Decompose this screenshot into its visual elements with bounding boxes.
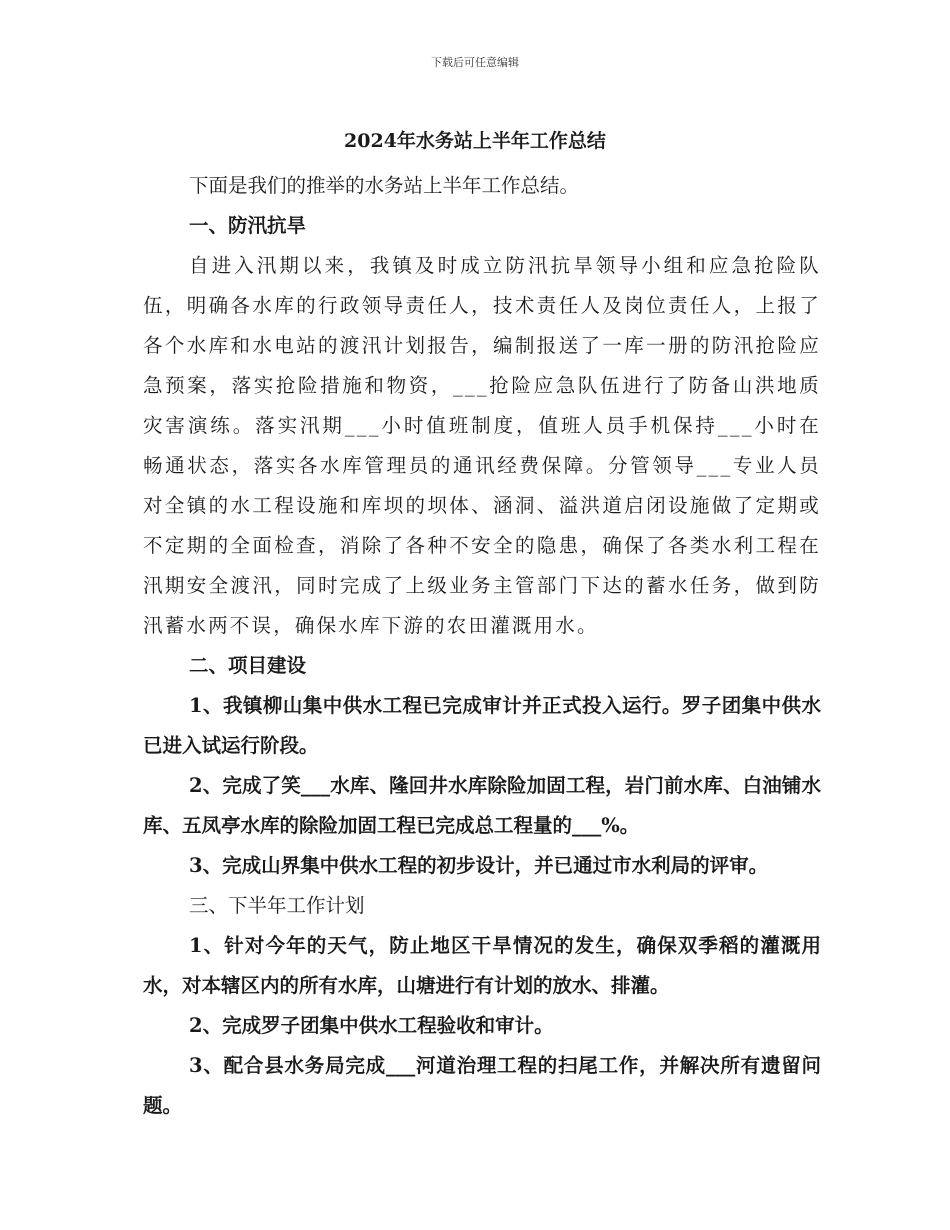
project-item-1: 1、我镇柳山集中供水工程已完成审计并正式投入运行。罗子团集中供水已进入试运行阶段。: [143, 694, 821, 757]
project-item-3: 3、完成山界集中供水工程的初步设计，并已通过市水利局的评审。: [189, 854, 769, 877]
section-heading-projects: 二、项目建设: [189, 654, 307, 677]
page-header: 下载后可任意编辑: [431, 56, 519, 69]
flood-paragraph: 自进入汛期以来，我镇及时成立防汛抗旱领导小组和应急抢险队伍，明确各水库的行政领导责任人，技术责任人及岗位责任人，上报了各个水库和水电站的渡汛计划报告，编制报送了一库一册的防汛抢险应急预案，落实抢险措施和物资，___抢险应急队伍进行了防备山洪地质灾害演练。落实汛期___小时值班制度，值班人员手机保持___小时在畅通状态，落实各水库管理员的通讯经费保障。分管领导___专业人员对全镇的水工程设施和库坝的坝体、涵洞、溢洪道启闭设施做了定期或不定期的全面检查，消除了各种不安全的隐患，确保了各类水利工程在汛期安全渡汛，同时完成了上级业务主管部门下达的蓄水任务，做到防汛蓄水两不误，确保水库下游的农田灌溉用水。: [143, 254, 821, 637]
section-heading-plan: 三、下半年工作计划: [189, 894, 365, 917]
plan-item-2: 2、完成罗子团集中供水工程验收和审计。: [189, 1014, 554, 1037]
plan-item-3: 3、配合县水务局完成___河道治理工程的扫尾工作，并解决所有遗留问题。: [143, 1054, 821, 1117]
intro-paragraph: 下面是我们的推举的水务站上半年工作总结。: [189, 174, 580, 197]
document-body: [143, 166, 821, 1126]
document-title: 2024年水务站上半年工作总结: [344, 130, 606, 152]
plan-item-1: 1、针对今年的天气，防止地区干旱情况的发生，确保双季稻的灌溉用水，对本辖区内的所有水库，山塘进行有计划的放水、排灌。: [143, 934, 821, 997]
project-item-2: 2、完成了笑___水库、隆回井水库除险加固工程，岩门前水库、白油铺水库、五凤亭水库的除险加固工程已完成总工程量的___%。: [143, 774, 821, 837]
section-heading-flood: 一、防汛抗旱: [189, 214, 307, 237]
